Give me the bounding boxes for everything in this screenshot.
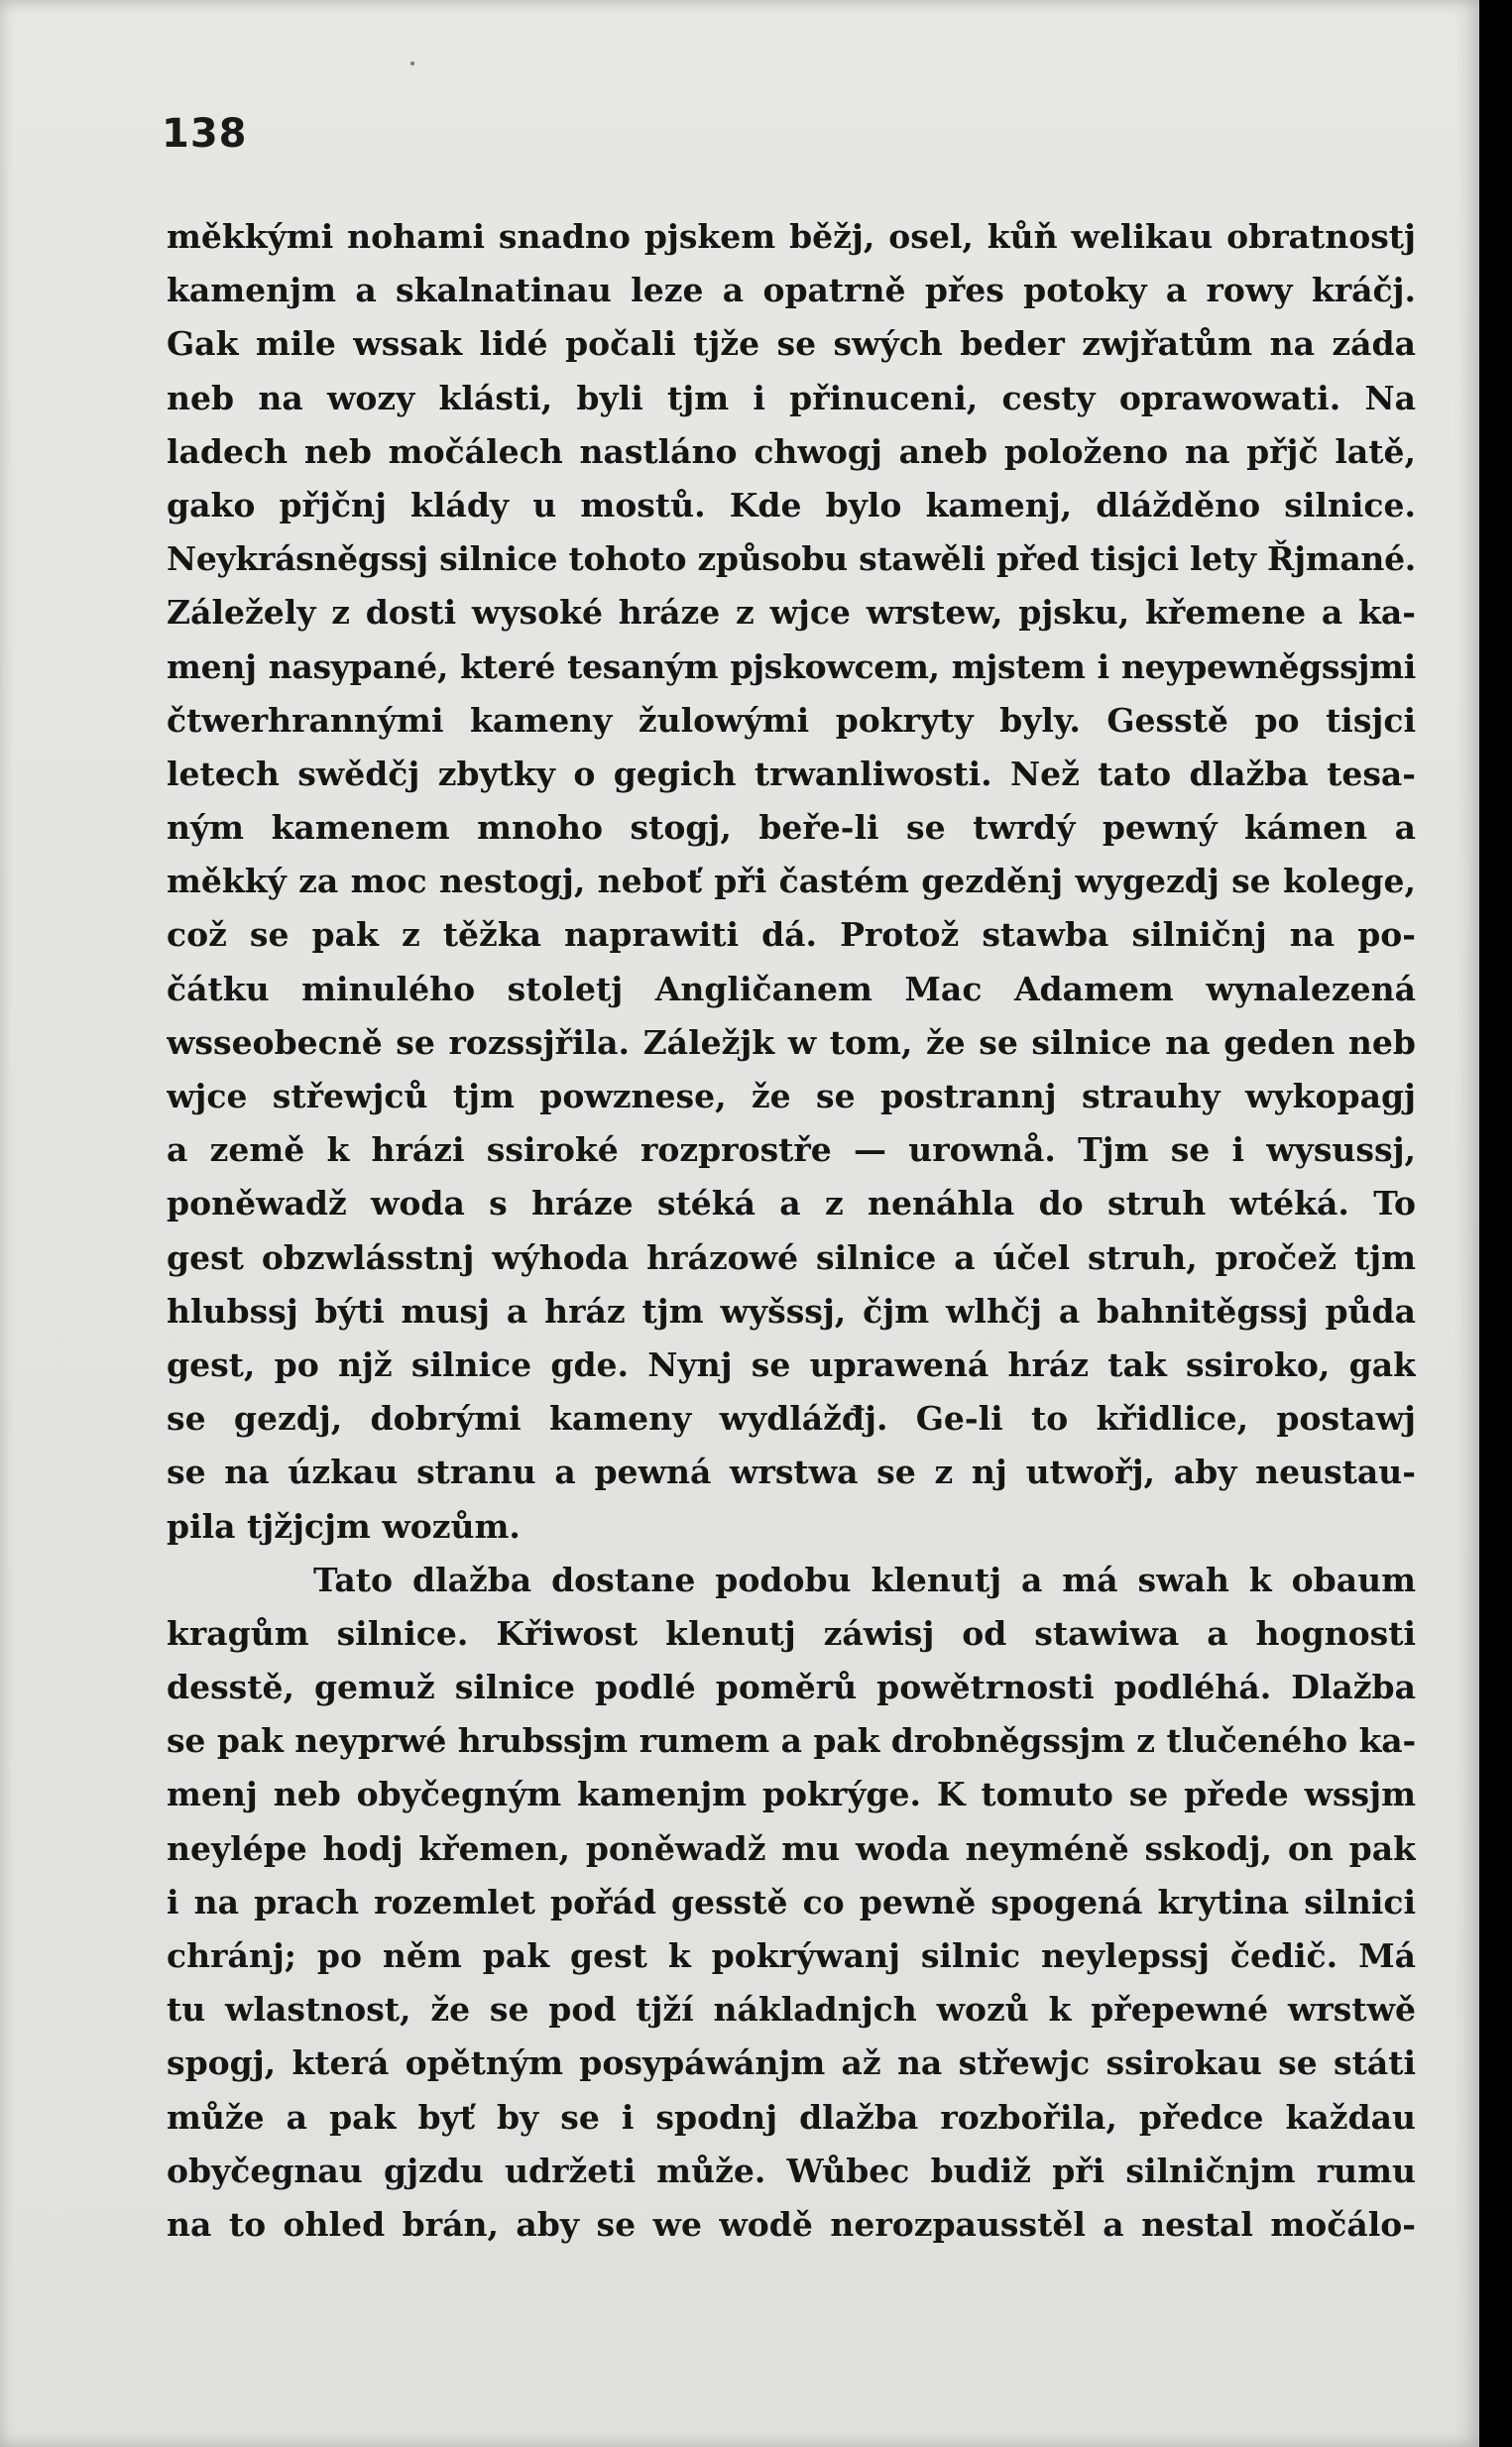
text-line: měkký za moc nestogj, neboť při častém gezděnj wygezdj se kolege, [167, 862, 1416, 901]
text-line: Gak mile wssak lidé počali tjže se swých beder zwjřatům na záda [167, 324, 1416, 364]
text-line: gest obzwlásstnj wýhoda hrázowé silnice a účel struh, pročež tjm [167, 1237, 1416, 1277]
text-line: tu wlastnost, že se pod tjží nákladnjch wozů k přepewné wrstwě [167, 1990, 1416, 2030]
text-line: neb na wozy klásti, byli tjm i přinuceni, cesty oprawowati. Na [167, 378, 1416, 417]
text-line: menj neb obyčegným kamenjm pokrýge. K tomuto se přede wssjm [167, 1775, 1416, 1814]
text-line: Záležely z dosti wysoké hráze z wjce wrstew, pjsku, křemene a ka- [167, 593, 1416, 633]
text-line: pila tjžjcjm wozům. [167, 1506, 521, 1546]
text-line: hlubssj býti musj a hráz tjm wyšssj, čjm wlhčj a bahnitěgssj půda [167, 1291, 1416, 1331]
body-text [167, 210, 1416, 2252]
paper-speck [410, 61, 414, 65]
text-line: se pak neyprwé hrubssjm rumem a pak drobněgssjm z tlučeného ka- [167, 1721, 1416, 1761]
text-line: čátku minulého stoletj Angličanem Mac Adamem wynalezená [167, 969, 1416, 1008]
text-line: menj nasypané, které tesaným pjskowcem, mjstem i neypewněgssjmi [167, 646, 1416, 686]
text-line: Tato dlažba dostane podobu klenutj a má swah k obaum [313, 1560, 1416, 1599]
text-line: chránj; po něm pak gest k pokrýwanj silnic neylepssj čedič. Má [167, 1936, 1416, 1975]
text-line: poněwadž woda s hráze stéká a z nenáhla do struh wtéká. To [167, 1184, 1416, 1224]
text-line: na to ohled brán, aby se we wodě nerozpausstěl a nestal močálo- [167, 2204, 1416, 2244]
text-line: kamenjm a skalnatinau leze a opatrně přes potoky a rowy kráčj. [167, 271, 1416, 310]
text-line: obyčegnau gjzdu udržeti může. Wůbec budiž při silničnjm rumu [167, 2151, 1416, 2190]
text-line: Neykrásněgssj silnice tohoto způsobu stawěli před tisjci lety Řjmané. [167, 539, 1416, 579]
text-line: gako přjčnj klády u mostů. Kde bylo kamenj, dlážděno silnice. [167, 485, 1416, 524]
scan-border [1479, 0, 1512, 2447]
text-line: a země k hrázi ssiroké rozprostře — urownå. Tjm se i wysussj, [167, 1130, 1416, 1170]
text-line: kragům silnice. Křiwost klenutj záwisj od stawiwa a hognosti [167, 1613, 1416, 1653]
text-line: spogj, která opětným posypáwánjm až na střewjc ssirokau se státi [167, 2043, 1416, 2083]
text-line: gest, po njž silnice gde. Nynj se uprawená hráz tak ssiroko, gak [167, 1344, 1416, 1384]
text-line: desstě, gemuž silnice podlé poměrů powětrnosti podléhá. Dlažba [167, 1668, 1416, 1707]
text-line: čtwerhrannými kameny žulowými pokryty byly. Gesstě po tisjci [167, 700, 1416, 740]
page-number: 138 [162, 111, 248, 157]
text-line: wsseobecně se rozssjřila. Záležjk w tom, že se silnice na geden neb [167, 1022, 1416, 1062]
text-line: měkkými nohami snadno pjskem běžj, osel, kůň welikau obratnostj [167, 217, 1416, 256]
text-line: se gezdj, dobrými kameny wydlážđj. Ge-li to křidlice, postawj [167, 1399, 1416, 1439]
text-line: se na úzkau stranu a pewná wrstwa se z nj utwořj, aby neustau- [167, 1453, 1416, 1492]
text-line: letech swědčj zbytky o gegich trwanliwosti. Než tato dlažba tesa- [167, 754, 1416, 793]
text-line: neylépe hodj křemen, poněwadž mu woda neyméně sskodj, on pak [167, 1828, 1416, 1868]
text-line: ladech neb močálech nastláno chwogj aneb položeno na přjč latě, [167, 431, 1416, 471]
text-line: i na prach rozemlet pořád gesstě co pewně spogená krytina silnici [167, 1882, 1416, 1922]
text-line: ným kamenem mnoho stogj, beře-li se twrdý pewný kámen a [167, 808, 1416, 848]
text-line: může a pak byť by se i spodnj dlažba rozbořila, předce každau [167, 2097, 1416, 2137]
text-line: což se pak z těžka naprawiti dá. Protož stawba silničnj na po- [167, 915, 1416, 955]
text-line: wjce střewjců tjm powznese, že se postrannj strauhy wykopagj [167, 1077, 1416, 1115]
